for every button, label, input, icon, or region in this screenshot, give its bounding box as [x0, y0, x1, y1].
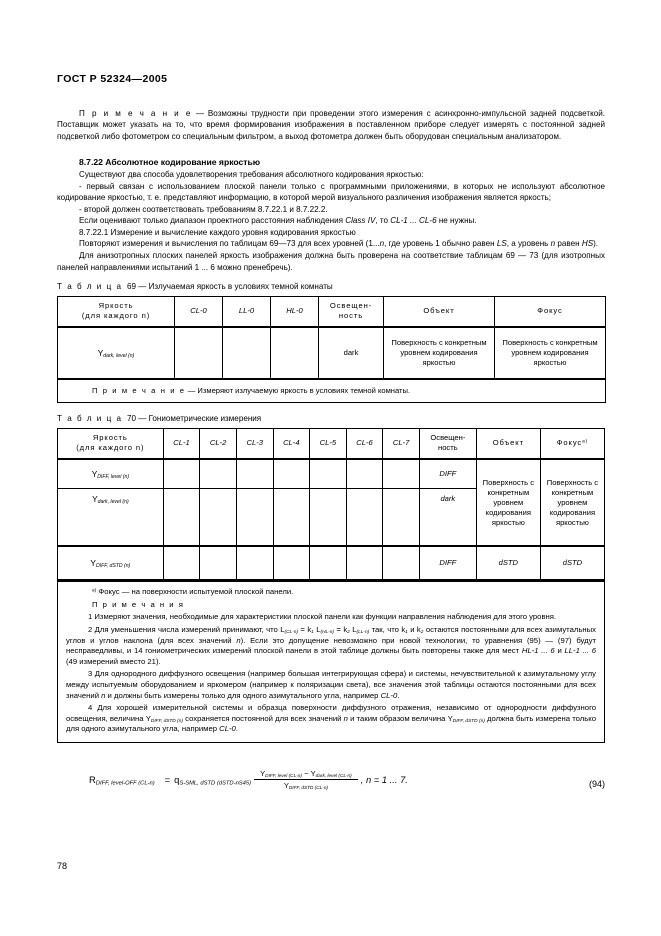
table70-row3-symbol-sub: DIFF, dSTD (n): [95, 563, 131, 570]
note4-y2-base: Y: [447, 713, 453, 723]
note2-c: =: [334, 625, 344, 635]
table70-footnote-a-marker: а): [92, 588, 97, 594]
repeat-hs: HS: [581, 239, 594, 249]
table69-symbol-base: Y: [97, 348, 104, 359]
table70-header-cl4: CL-4: [273, 429, 310, 460]
subsection-heading: 8.7.22.1 Измерение и вычисление каждого уровня кодирования яркостью: [79, 227, 356, 237]
table70-header-cl2: CL-2: [200, 429, 237, 460]
table69-symbol-sub: dark, level (n): [103, 353, 135, 360]
table69-data-row: [58, 327, 606, 379]
note2-b: =: [298, 625, 308, 635]
note4-n: n: [343, 713, 348, 723]
table70-row3-cl6: [346, 546, 383, 580]
note2-g: ). Если это допущение невозможно при новой технологии, то уравнения (95) — (97) будут несправедливы, и 14 гониометрических измерений плоской панели в этой таблице должны быть повторены также для мест: [66, 635, 596, 656]
table70-header-focus-label: Фокус: [556, 438, 583, 448]
repeat-b: , где уровень 1 обычно равен: [384, 239, 497, 249]
formula-num-y1-sub: DIFF, level (CL-n): [265, 773, 302, 779]
table70-row2-cl5: [310, 489, 347, 547]
page-number: 78: [57, 861, 68, 871]
formula-equals: =: [164, 773, 171, 785]
table70-row2-cl2: [200, 489, 237, 547]
table70-row2-cl7: [383, 489, 420, 547]
repeat-n1: n: [379, 239, 385, 249]
note3-cl0: CL-0: [380, 690, 398, 700]
note4-c: и таким образом величина: [347, 713, 448, 723]
table70-row3-cl1: [163, 546, 200, 580]
note2-k1-repeat-sub: 1: [405, 630, 408, 636]
table70-row2-cl4: [273, 489, 310, 547]
table70-row3-cl3: [236, 546, 273, 580]
note2-k2-repeat: k: [416, 625, 421, 635]
table70-note-1: 1 Измеряют значения, необходимые для характеристики плоской панели как функции направления наблюдения для этого уровня.: [88, 612, 557, 622]
note2-L3-sub: (LL-n): [356, 630, 370, 636]
table-row: [58, 459, 605, 489]
note2-k1-repeat: k: [401, 625, 406, 635]
table70-row1-cl7: [383, 459, 420, 489]
note4-d: должна быть измерена только для одного азимутального угла, например: [66, 713, 597, 734]
table70-caption-word: Т а б л и ц а: [57, 414, 123, 424]
table70-row1-symbol-base: Y: [91, 469, 98, 480]
formula-num-y1: Y: [260, 768, 266, 778]
table70-note-3: [66, 669, 596, 701]
repeat-d: равен: [555, 239, 582, 249]
table70-row3-cl5: [310, 546, 347, 580]
table69-cell-symbol: [58, 327, 175, 379]
note2-k: (49 измерений вместо 21).: [66, 656, 161, 666]
table70-row1-cl3: [236, 459, 273, 489]
table70-row1-focus: Поверхность с конкретным уровнем кодирования яркостью: [540, 459, 604, 546]
note2-L2-sub: (HL-n): [320, 630, 335, 636]
table70-row3-symbol-base: Y: [90, 558, 96, 569]
formula-numerator: [254, 769, 358, 780]
table70-header-cl6: CL-6: [346, 429, 383, 460]
table70-note-2: [66, 625, 596, 667]
table70-row2-symbol-base: Y: [92, 494, 98, 505]
table70-header-illumination-line1: Освещен-: [430, 433, 466, 443]
formula-q-base: q: [174, 773, 180, 785]
table70-row1-illumination: DIFF: [419, 459, 476, 489]
table70-note-4: [66, 703, 596, 735]
formula-den-y-sub: DIFF, dSTD (CL-n): [288, 785, 329, 791]
formula-lhs-base: R: [89, 773, 96, 785]
table70-row2-symbol: [58, 489, 164, 547]
table70-header-row: [58, 429, 605, 460]
table69-cell-cl0: [175, 327, 223, 379]
note2-k2-sub: 2: [347, 630, 350, 636]
note4-b: сохраняется постоянной для всех значений: [182, 713, 344, 723]
class-range-paragraph: [57, 215, 605, 227]
table69-header-illumination: [319, 297, 384, 328]
table70-row3-cl7: [383, 546, 420, 580]
bullet-first: - первый связан с использованием плоской панели только с программными приложениями, в которых не используют абсолютное кодирование яркостью, т. е. представляют информацию, в которой мерой визуального различения изображения является яркость;: [57, 181, 605, 203]
note4-y2-sub: DIFF, dSTD (n): [452, 718, 485, 724]
table70-header-cl7: CL-7: [383, 429, 420, 460]
table70-caption: [57, 413, 605, 424]
table70-header-focus: [540, 429, 604, 460]
anisotropic-paragraph: Для анизотропных плоских панелей яркость изображения должна быть проверена на соответствие таблицам 69 — 73 (для изотропных панелей направлениями испытаний 1 ... 6 можно пренебречь).: [57, 251, 605, 272]
table70-row1-cl6: [346, 459, 383, 489]
table69-note-lead: П р и м е ч а н и е: [92, 386, 186, 396]
table70-header-cl3: CL-3: [236, 429, 273, 460]
note2-L3: L: [349, 625, 357, 635]
table69-header-brightness-line2: (для каждого n): [81, 311, 151, 321]
table70-caption-title: — Гониометрические измерения: [138, 414, 262, 424]
top-note-lead: П р и м е ч а н и е: [79, 108, 192, 118]
section-intro: Существуют два способа удовлетворения требования абсолютного кодирования яркостью:: [79, 169, 424, 179]
note4-y1-base: Y: [145, 713, 151, 723]
table70-notes-box: [57, 580, 605, 743]
table70-header-brightness-line2: (для каждого n): [76, 443, 145, 453]
page-content: [57, 74, 605, 809]
table69-cell-focus: Поверхность с конкретным уровнем кодирования яркостью: [495, 327, 606, 379]
table70-row1-cl4: [273, 459, 310, 489]
table70-notes-title: П р и м е ч а н и я: [92, 599, 185, 609]
class-range-class4: Class IV: [345, 216, 376, 226]
note3-b: и должны быть измерены только для одного азимутального угла, например: [105, 690, 381, 700]
table69-note-cell: [58, 379, 606, 403]
note2-L2: L: [313, 625, 321, 635]
top-note-text: Возможны трудности при проведении этого измерения с асинхронно-импульсной задней подсветкой. Поставщик может указать на то, что время формирования изображения в поставленном приборе следует измерять с постоянной задней подсветкой либо фотометром со специальным фильтром, а выход фотометра должен быть оборудован специальным анализатором.: [57, 108, 605, 141]
table69: [57, 296, 606, 403]
table70-row1-cl5: [310, 459, 347, 489]
table70-row3-illumination: DIFF: [419, 546, 476, 580]
table70-footnote-a-text: Фокус — на поверхности испытуемой плоской панели.: [96, 587, 294, 597]
class-range-b: , то: [375, 216, 391, 226]
formula-94: [89, 769, 408, 790]
class-range-c: не нужны.: [436, 216, 477, 226]
table70-row3-symbol: [58, 546, 164, 580]
formula-lhs: [89, 774, 155, 785]
standard-header: ГОСТ Р 52324—2005: [57, 73, 168, 85]
repeat-ls: LS: [496, 239, 507, 249]
table70-row2-cl3: [236, 489, 273, 547]
table70-header-brightness-line1: Яркость: [92, 433, 128, 443]
formula-q-sub: S-SML, dSTD (dSTD-nS45): [179, 780, 252, 787]
note3-c: .: [397, 690, 400, 700]
note2-k1: k: [307, 625, 312, 635]
table70-header-illumination-line2: ность: [438, 443, 458, 453]
note2-k2: k: [343, 625, 348, 635]
table70-row3-cl4: [273, 546, 310, 580]
table69-header-illumination-line1: Освещен-: [329, 301, 373, 311]
repeat-paragraph: [57, 238, 605, 250]
note2-f: остаются постоянными для всех азимутальных углов и углов наклона (для всех значений: [66, 625, 596, 645]
table70: [57, 428, 605, 580]
table70-header-object: Объект: [476, 429, 540, 460]
table70-row1-symbol: [58, 459, 164, 489]
note2-hl-range: HL-1 ... 6: [521, 646, 555, 656]
note2-L1: L: [280, 625, 285, 635]
note2-n: n: [236, 635, 241, 645]
note4-e: .: [235, 724, 238, 734]
table70-row1-object: Поверхность с конкретным уровнем кодирования яркостью: [476, 459, 540, 546]
note2-i: и: [554, 646, 565, 656]
formula-den-y: Y: [283, 780, 289, 790]
bullet-second: - второй должен соответствовать требованиям 8.7.22.1 и 8.7.22.2.: [79, 204, 328, 214]
table69-header-cl0: CL-0: [175, 297, 223, 328]
table69-header-brightness-line1: Яркость: [98, 301, 134, 311]
table70-row3-focus: dSTD: [540, 546, 604, 580]
formula-num-minus: −: [301, 768, 311, 778]
table70-row2-cl1: [163, 489, 200, 547]
table69-caption-title: — Излучаемая яркость в условиях темной комнаты: [138, 282, 333, 292]
note4-y1-sub: DIFF, dSTD (n): [150, 718, 183, 724]
table70-header-focus-footnote-marker: а): [582, 438, 589, 444]
table70-header-brightness: [58, 429, 164, 460]
table70-row1-cl2: [200, 459, 237, 489]
table70-footnote-a: [66, 587, 596, 598]
table70-row2-cl6: [346, 489, 383, 547]
table69-header-hl0: HL-0: [271, 297, 319, 328]
top-note-paragraph: [57, 108, 605, 143]
table69-note-row: [58, 379, 606, 403]
formula-num-y2: Y: [310, 768, 316, 778]
note3-a: 3 Для однородного диффузного освещения (например большая интегрирующая сфера) и системы, нечувствительной к азимутальному углу между испытуемым оборудованием и яркомером (например к поляризации света), все значения этой таблицы остаются постоянными для всех значений: [66, 669, 596, 700]
table69-header-brightness: [58, 297, 175, 328]
table69-header-row: [58, 297, 606, 328]
note2-d: так, что: [369, 625, 402, 635]
formula-q: [174, 774, 251, 785]
table69-cell-ll0: [223, 327, 271, 379]
table70-row3-object: dSTD: [476, 546, 540, 580]
table70-row3-cl2: [200, 546, 237, 580]
table69-header-object: Объект: [384, 297, 495, 328]
note2-k1-sub: 1: [311, 630, 314, 636]
note2-L1-sub: (CL-n): [284, 630, 299, 636]
table69-header-illumination-line2: ность: [338, 311, 364, 321]
table70-row2-illumination: dark: [419, 489, 476, 547]
table70-row1-cl1: [163, 459, 200, 489]
repeat-n2: n: [550, 239, 556, 249]
formula-denominator: [278, 780, 334, 790]
table69-cell-object: Поверхность с конкретным уровнем кодирования яркостью: [384, 327, 495, 379]
note2-e: и: [407, 625, 417, 635]
section-heading: 8.7.22 Абсолютное кодирование яркостью: [79, 157, 261, 168]
repeat-e: ).: [593, 239, 599, 249]
formula-lhs-sub: DIFF, level-OFF (CL-n): [95, 780, 155, 787]
formula-tail: , n = 1 ... 7.: [360, 773, 408, 785]
table69-cell-hl0: [271, 327, 319, 379]
formula-94-wrapper: [57, 769, 605, 809]
table70-caption-number: 70: [126, 414, 136, 424]
table69-caption: [57, 281, 605, 292]
table69-caption-number: 69: [126, 282, 136, 292]
repeat-c: , а уровень: [506, 239, 551, 249]
note4-cl0: CL-0: [219, 724, 236, 734]
table70-header-cl5: CL-5: [310, 429, 347, 460]
table69-cell-illumination: dark: [319, 327, 384, 379]
table70-row2-symbol-sub: dark, level (n): [97, 499, 129, 506]
class-range-a: Если оценивают только диапазон проектного расстояния наблюдения: [79, 216, 346, 226]
formula-fraction: [254, 769, 358, 790]
note3-n: n: [101, 690, 106, 700]
top-note-dash: —: [191, 108, 208, 118]
table70-header-illumination: [419, 429, 476, 460]
note4-a: 4 Для хорошей измерительной системы и образца поверхности диффузного отражения, независимо от однородности диффузного освещения, величина: [66, 703, 596, 723]
note2-k2-repeat-sub: 2: [420, 630, 424, 636]
table70-header-cl1: CL-1: [163, 429, 200, 460]
note2-a: 2 Для уменьшения числа измерений принимают, что: [88, 625, 281, 635]
repeat-a: Повторяют измерения и вычисления по таблицам 69—73 для всех уровней (1...: [79, 239, 380, 249]
table-row: [58, 546, 605, 580]
table69-caption-word: Т а б л и ц а: [57, 282, 123, 292]
formula-number: (94): [588, 778, 605, 789]
formula-num-y2-sub: dark, level (CL-n): [315, 773, 352, 779]
table69-header-focus: Фокус: [495, 297, 606, 328]
table69-header-ll0: LL-0: [223, 297, 271, 328]
table69-note-text: — Измеряют излучаемую яркость в условиях темной комнаты.: [187, 386, 411, 396]
class-range-cl: CL-1 ... CL-6: [390, 216, 437, 226]
table70-row1-symbol-sub: DIFF, level (n): [97, 474, 130, 481]
note2-ll-range: LL-1 ... 6: [564, 646, 596, 656]
